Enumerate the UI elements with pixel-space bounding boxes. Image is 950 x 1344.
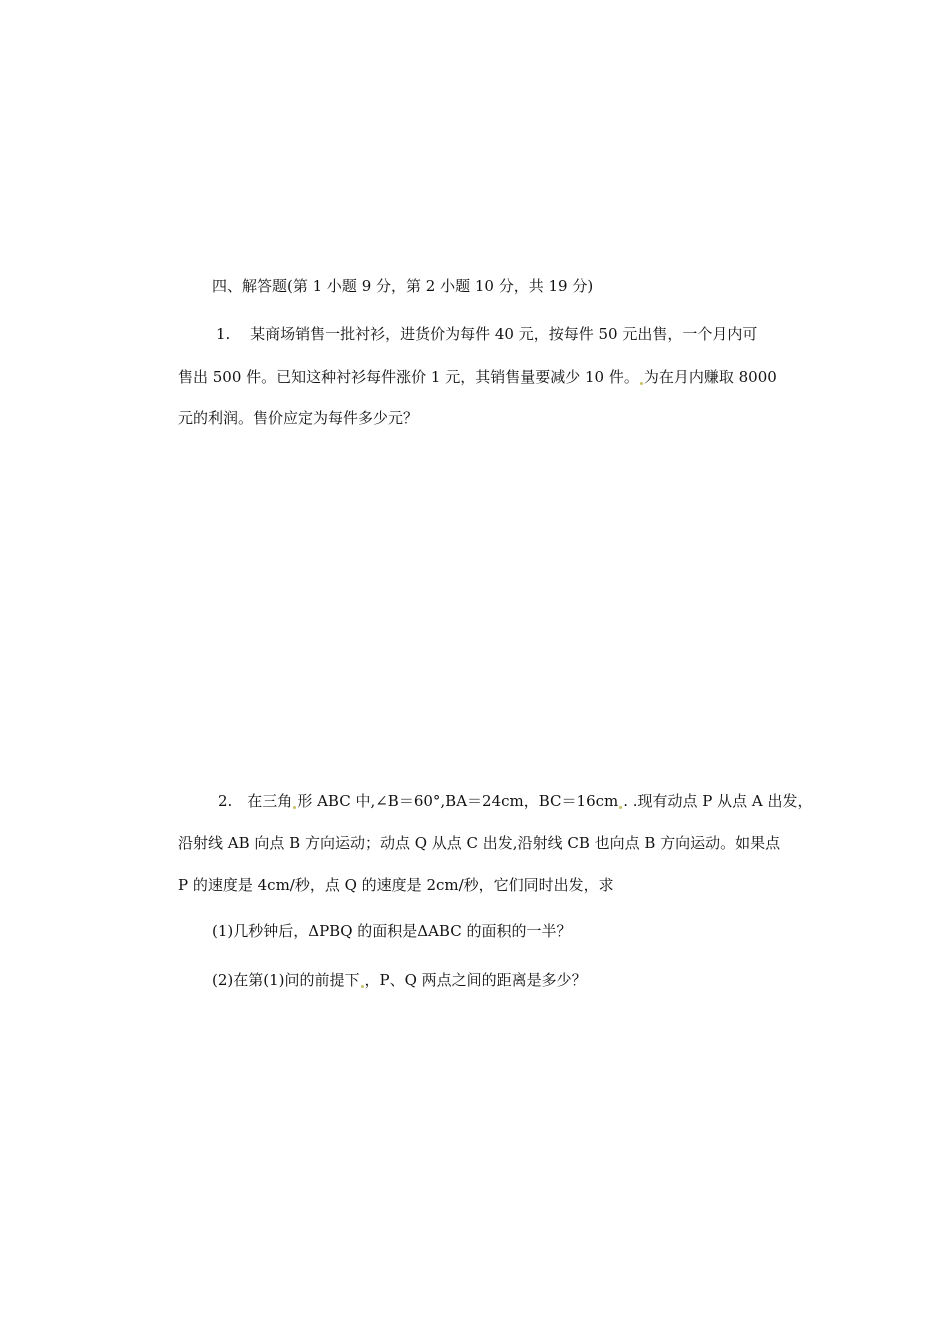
annotation-dot bbox=[293, 806, 296, 809]
annotation-dot bbox=[619, 806, 622, 809]
problem-2-question-2: (2)在第(1)问的前提下 ，P、Q 两点之间的距离是多少？ bbox=[212, 971, 587, 989]
problem-2-question-1: (1)几秒钟后，ΔPBQ 的面积是ΔABC 的面积的一半？ bbox=[212, 922, 572, 940]
annotation-dot bbox=[640, 382, 643, 385]
problem-2-line-3: P 的速度是 4cm/秒，点 Q 的速度是 2cm/秒，它们同时出发，求 bbox=[178, 876, 614, 894]
annotation-dot bbox=[361, 985, 364, 988]
section-heading: 四、解答题(第 1 小题 9 分，第 2 小题 10 分，共 19 分) bbox=[212, 277, 594, 295]
problem-2-line-2: 沿射线 AB 向点 B 方向运动；动点 Q 从点 C 出发,沿射线 CB 也向点 B 方向运动。如果点 bbox=[178, 834, 781, 852]
problem-1-line-2: 售出 500 件。已知这种衬衫每件涨价 1 元，其销售量要减少 10 件。 为在月内赚取 8000 bbox=[178, 368, 777, 386]
problem-1-line-1: 1. 某商场销售一批衬衫，进货价为每件 40 元，按每件 50 元出售，一个月内可 bbox=[216, 325, 758, 343]
problem-1-line-3: 元的利润。售价应定为每件多少元？ bbox=[178, 409, 419, 427]
problem-2-line-1: 2. 在三角 形 ABC 中,∠B＝60°,BA＝24cm，BC＝16cm . .现有动点 P 从点 A 出发， bbox=[218, 792, 813, 810]
